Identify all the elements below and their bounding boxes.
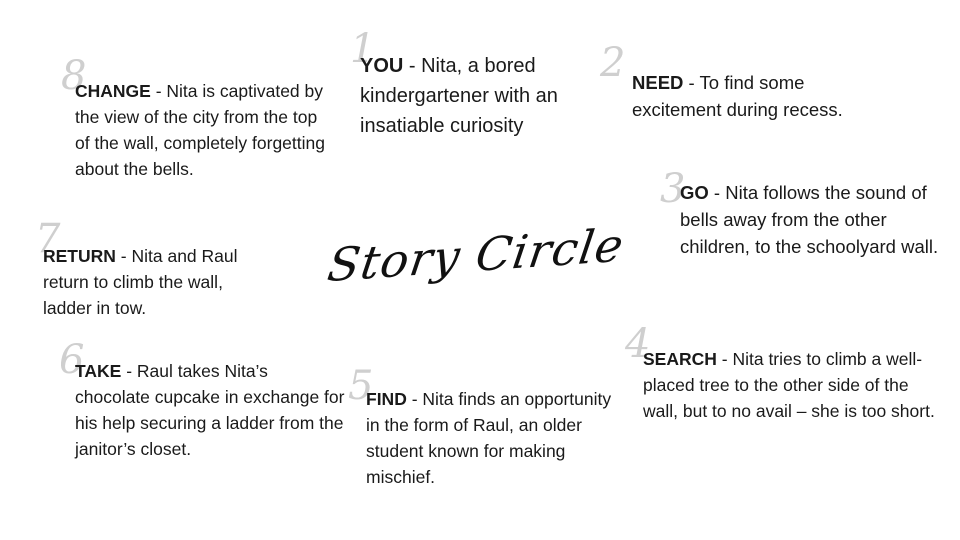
step-text <box>643 346 943 424</box>
step-change <box>61 53 325 182</box>
step-text <box>680 179 940 260</box>
step-take <box>59 337 345 462</box>
step-description: - Nita finds an opportunity in the form of Raul, an older student known for making mischief. <box>366 389 612 487</box>
step-search <box>625 321 943 424</box>
step-find <box>348 363 616 490</box>
step-number: 5 <box>348 363 374 409</box>
step-text <box>632 69 892 123</box>
step-return <box>35 216 273 321</box>
step-description: - Nita tries to climb a well-placed tree to the other side of the wall, but to no avail – she is too short. <box>643 349 935 421</box>
step-label: RETURN <box>43 246 116 266</box>
step-label: GO <box>680 182 709 203</box>
step-label: FIND <box>366 389 407 409</box>
step-you <box>350 26 590 141</box>
step-go <box>660 166 940 260</box>
step-description: - Nita follows the sound of bells away from the other children, to the schoolyard wall. <box>680 182 939 257</box>
step-description: - Raul takes Nita’s chocolate cupcake in exchange for his help securing a ladder from the janitor’s closet. <box>75 361 345 459</box>
step-number: 4 <box>625 321 651 367</box>
step-number: 2 <box>600 40 626 86</box>
step-number: 8 <box>61 53 87 99</box>
step-label: YOU <box>360 55 404 77</box>
step-label: NEED <box>632 72 684 93</box>
step-description: - To find some excitement during recess. <box>632 72 843 120</box>
step-label: CHANGE <box>75 81 151 101</box>
step-label: TAKE <box>75 361 122 381</box>
step-number: 1 <box>350 26 376 72</box>
step-number: 3 <box>660 166 686 212</box>
step-text <box>75 358 345 462</box>
step-number: 6 <box>59 337 85 383</box>
step-text <box>43 243 273 321</box>
step-description: - Nita is captivated by the view of the city from the top of the wall, completely forgetting about the bells. <box>75 81 325 179</box>
step-description: - Nita and Raul return to climb the wall, ladder in tow. <box>43 246 238 318</box>
step-text <box>360 51 590 141</box>
step-number: 7 <box>35 216 61 262</box>
step-need <box>600 40 892 123</box>
step-text <box>75 78 325 182</box>
story-circle-title: Story Circle <box>324 217 628 293</box>
step-description: - Nita, a bored kindergartener with an insatiable curiosity <box>360 55 558 137</box>
step-label: SEARCH <box>643 349 717 369</box>
step-text <box>366 386 616 490</box>
